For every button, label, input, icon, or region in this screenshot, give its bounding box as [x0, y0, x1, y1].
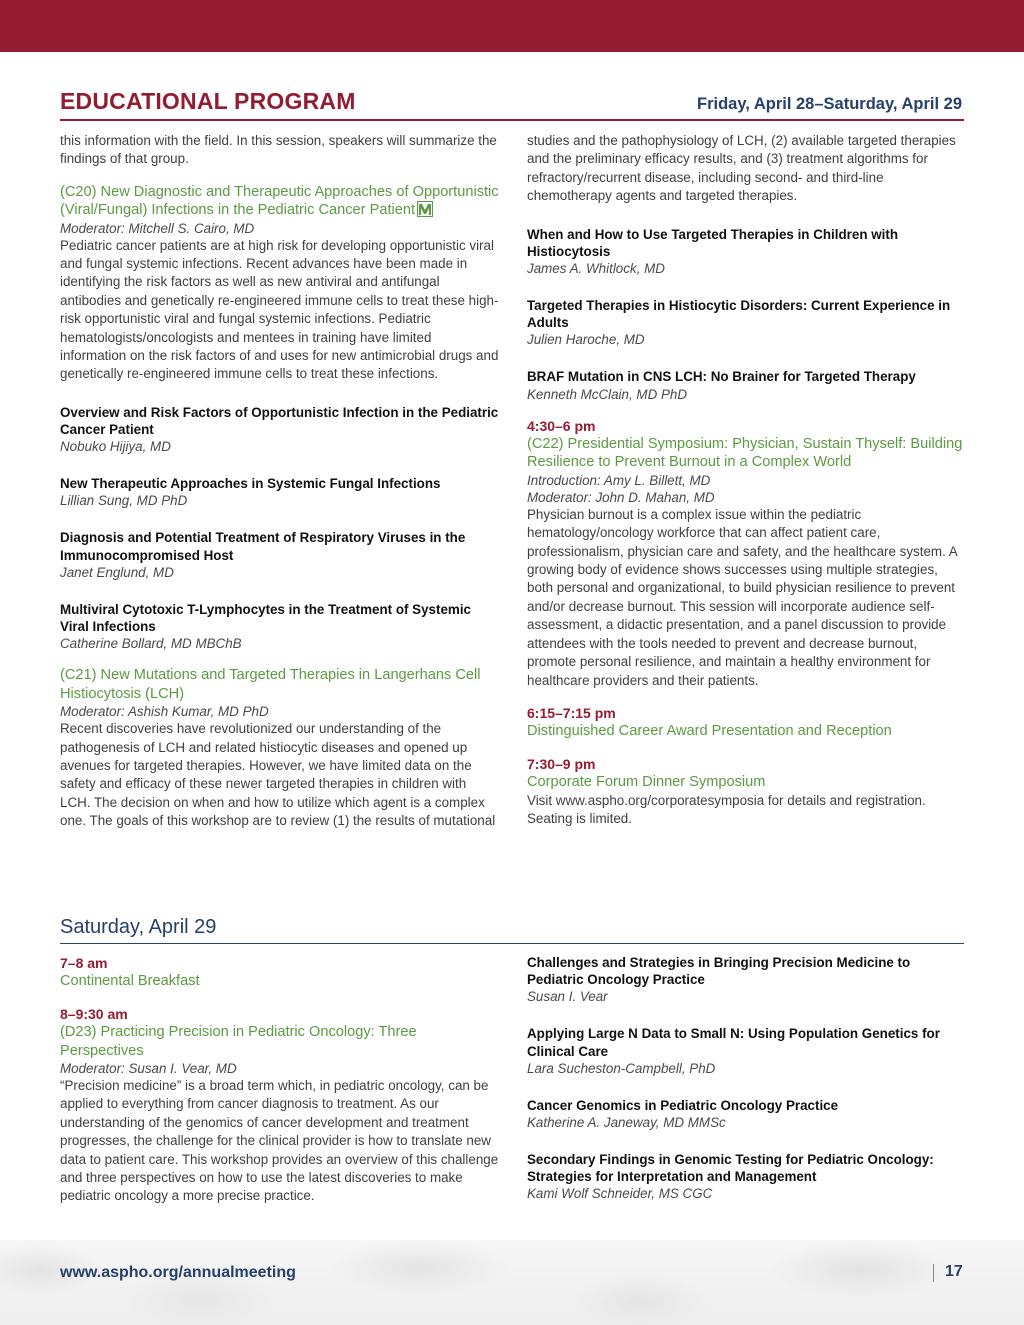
award-time: 6:15–7:15 pm: [527, 704, 616, 721]
right-column-friday: [527, 132, 967, 828]
talk-title: Targeted Therapies in Histiocytic Disorders: Current Experience in Adults: [527, 298, 951, 331]
talk-title: Diagnosis and Potential Treatment of Respiratory Viruses in the Immunocompromised Host: [60, 530, 466, 563]
left-column-saturday: [60, 954, 500, 1206]
talk-speaker: James A. Whitlock, MD: [527, 261, 665, 277]
talk-speaker: Lara Sucheston-Campbell, PhD: [527, 1060, 716, 1076]
session-c21-moderator: Moderator: Ashish Kumar, MD PhD: [60, 704, 269, 720]
c21-continuation: studies and the pathophysiology of LCH, (2) available targeted therapies and the preliminary efficacy results, and (3) treatment algorithms for refractory/recurrent disease, including second- and third-line chemotherapy agents and targeted therapies.: [527, 133, 956, 204]
right-column-saturday: [527, 954, 967, 1202]
talk-item: [527, 1025, 967, 1076]
session-c20-description: Pediatric cancer patients are at high risk for developing opportunistic viral and fungal systemic infections. Recent advances have been made in identifying the risk factors as well as new antiviral and antifungal antibodies and genetically re-engineered immune cells to treat these high-risk opportunistic viral and fungal systemic infections. Pediatric hematologists/oncologists and mentees in training have limited information on the risk factors of and uses for new antimicrobial drugs and genetically re-engineered immune cells to treat these infections.: [60, 237, 499, 382]
session-d23-time: 8–9:30 am: [60, 1005, 128, 1022]
talk-item: [60, 475, 500, 509]
session-c22-description: Physician burnout is a complex issue within the pediatric hematology/oncology workforce that can affect patient care, professionalism, physician care and safety, and the healthcare system. A growing body of evidence shows successes using multiple strategies, both personal and organizational, to build physician resilience to prevent and/or decrease burnout. This session will incorporate audience self-assessment, a didactic presentation, and a panel discussion to provide attendees with the tools needed to prevent and decrease burnout, promote personal resilience, and maintain a healthy environment for healthcare providers and their patients.: [527, 506, 957, 688]
header-divider: [60, 119, 964, 121]
talk-title: Multiviral Cytotoxic T-Lymphocytes in the Treatment of Systemic Viral Infections: [60, 601, 471, 635]
talk-speaker: Janet Englund, MD: [60, 564, 174, 580]
talk-item: [527, 297, 967, 348]
intro-text: this information with the field. In this session, speakers will summarize the findings of that group.: [60, 133, 497, 167]
top-color-bar: [0, 0, 1024, 52]
talk-item: [60, 601, 500, 652]
talk-speaker: Catherine Bollard, MD MBChB: [60, 636, 242, 652]
breakfast-title: Continental Breakfast: [60, 973, 200, 990]
talk-speaker: Susan I. Vear: [527, 989, 608, 1005]
talk-item: [527, 1151, 967, 1202]
talk-item: [527, 954, 967, 1005]
dinner-title: Corporate Forum Dinner Symposium: [527, 774, 766, 791]
session-c22-introduction: Introduction: Amy L. Billett, MD: [527, 472, 711, 488]
talk-title: Secondary Findings in Genomic Testing for Pediatric Oncology: Strategies for Interpretation and Management: [527, 1152, 934, 1185]
left-column-friday: [60, 132, 500, 831]
talk-title: When and How to Use Targeted Therapies in Children with Histiocytosis: [527, 226, 899, 259]
talk-title: New Therapeutic Approaches in Systemic Fungal Infections: [60, 476, 441, 492]
talk-speaker: Nobuko Hijiya, MD: [60, 439, 171, 455]
talk-item: [527, 226, 967, 277]
talk-speaker: Julien Haroche, MD: [527, 332, 645, 348]
page-date-range: Friday, April 28–Saturday, April 29: [696, 95, 962, 113]
page-header: [60, 88, 964, 120]
award-title: Distinguished Career Award Presentation and Reception: [527, 723, 892, 740]
session-c20-title: [60, 183, 500, 220]
mentee-track-icon: [417, 201, 433, 217]
talk-title: Cancer Genomics in Pediatric Oncology Practice: [527, 1097, 839, 1113]
session-c22-time: 4:30–6 pm: [527, 417, 596, 434]
talk-speaker: Kami Wolf Schneider, MS CGC: [527, 1186, 713, 1202]
talk-item: [60, 404, 500, 455]
talk-item: [527, 1097, 967, 1131]
page-number: 17: [945, 1263, 963, 1280]
talk-speaker: Lillian Sung, MD PhD: [60, 493, 188, 509]
dinner-time: 7:30–9 pm: [527, 755, 596, 772]
session-d23-moderator: Moderator: Susan I. Vear, MD: [60, 1061, 237, 1077]
talk-speaker: Kenneth McClain, MD PhD: [527, 386, 688, 402]
session-d23-title: (D23) Practicing Precision in Pediatric Oncology: Three Perspectives: [60, 1024, 417, 1059]
page-footer: [0, 1240, 1024, 1325]
talk-item: [60, 529, 500, 580]
breakfast-time: 7–8 am: [60, 955, 108, 971]
session-c21-description: Recent discoveries have revolutionized our understanding of the pathogenesis of LCH and related histiocytic diseases and opened up avenues for targeted therapies. However, we have limited data on the safety and efficacy of these newer targeted therapies in children with LCH. The decision on when and how to utilize which agent is a complex one. The goals of this workshop are to review (1) the results of mutational: [60, 721, 496, 829]
session-c20-moderator: Moderator: Mitchell S. Cairo, MD: [60, 220, 255, 236]
saturday-divider: [60, 943, 964, 944]
talk-title: Applying Large N Data to Small N: Using Population Genetics for Clinical Care: [527, 1026, 940, 1059]
talk-title: BRAF Mutation in CNS LCH: No Brainer for Targeted Therapy: [527, 369, 916, 385]
session-c20-title-text: (C20) New Diagnostic and Therapeutic Approaches of Opportunistic (Viral/Fungal) Infections in the Pediatric Cancer Patient: [60, 183, 499, 219]
page-title: EDUCATIONAL PROGRAM: [60, 88, 356, 114]
dinner-description: Visit www.aspho.org/corporatesymposia for details and registration. Seating is limited.: [527, 792, 926, 826]
session-c21-title: (C21) New Mutations and Targeted Therapies in Langerhans Cell Histiocytosis (LCH): [60, 667, 481, 702]
saturday-heading: Saturday, April 29: [60, 916, 217, 938]
session-c22-title: (C22) Presidential Symposium: Physician, Sustain Thyself: Building Resilience to Prevent Burnout in a Complex World: [527, 436, 963, 471]
session-d23-description: “Precision medicine” is a broad term which, in pediatric oncology, can be applied to everything from cancer diagnosis to treatment. As our understanding of the genomics of cancer development and treatment progresses, the challenge for the clinical provider is how to translate new data to patient care. This workshop provides an overview of this challenge and three perspectives on how to use the latest discoveries to make pediatric oncology a more precise practice.: [60, 1078, 499, 1204]
footer-url-link[interactable]: www.aspho.org/annualmeeting: [60, 1264, 296, 1281]
footer-separator: [933, 1264, 934, 1282]
talk-title: Challenges and Strategies in Bringing Precision Medicine to Pediatric Oncology Practice: [527, 955, 911, 988]
talk-title: Overview and Risk Factors of Opportunistic Infection in the Pediatric Cancer Patient: [60, 404, 499, 438]
talk-item: [527, 368, 967, 402]
session-c22-moderator: Moderator: John D. Mahan, MD: [527, 489, 715, 505]
talk-speaker: Katherine A. Janeway, MD MMSc: [527, 1115, 726, 1131]
